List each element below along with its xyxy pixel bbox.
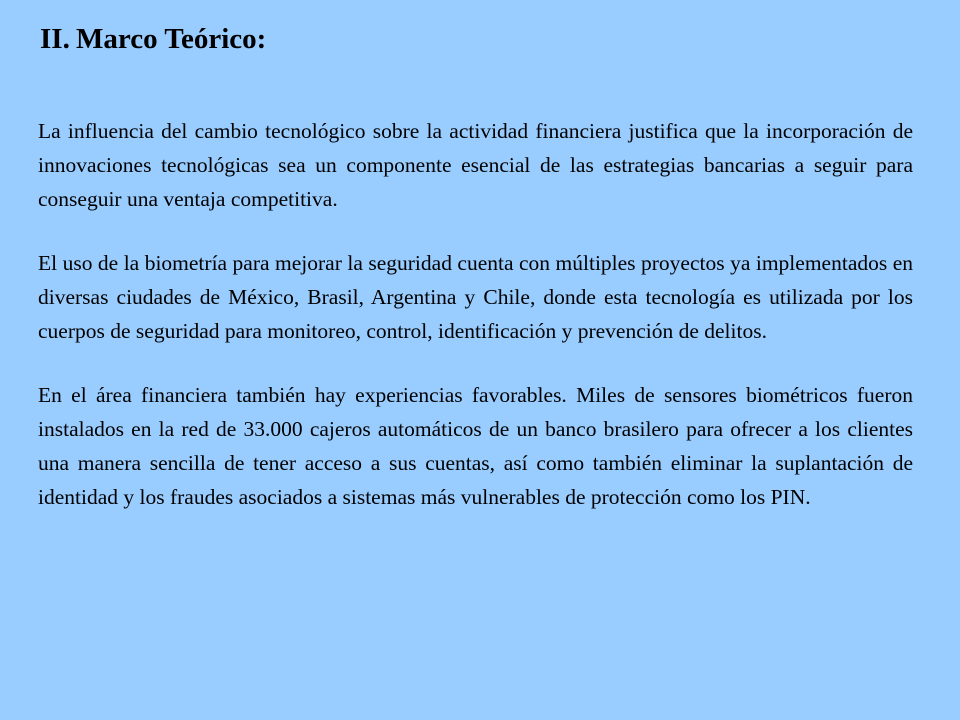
slide-heading <box>40 19 266 59</box>
paragraph-biometrics-security: El uso de la biometría para mejorar la seguridad cuenta con múltiples proyectos ya implementados en diversas ciudades de México, Brasil, Argentina y Chile, donde esta tecnología es utilizada por los cuerpos de seguridad para monitoreo, control, identificación y prevención de delitos. <box>38 251 913 343</box>
section-title: Marco Teórico: <box>76 23 267 55</box>
paragraph-technology-influence: La influencia del cambio tecnológico sobre la actividad financiera justifica que la incorporación de innovaciones tecnológicas sea un componente esencial de las estrategias bancarias a seguir para conseguir una ventaja competitiva. <box>38 119 913 211</box>
body-text <box>38 114 913 514</box>
paragraph-financial-experiences: En el área financiera también hay experiencias favorables. Miles de sensores biométricos fueron instalados en la red de 33.000 cajeros automáticos de un banco brasilero para ofrecer a los clientes una manera sencilla de tener acceso a sus cuentas, así como también eliminar la suplantación de identidad y los fraudes asociados a sistemas más vulnerables de protección como los PIN. <box>38 383 913 509</box>
section-numeral: II. <box>40 23 70 55</box>
